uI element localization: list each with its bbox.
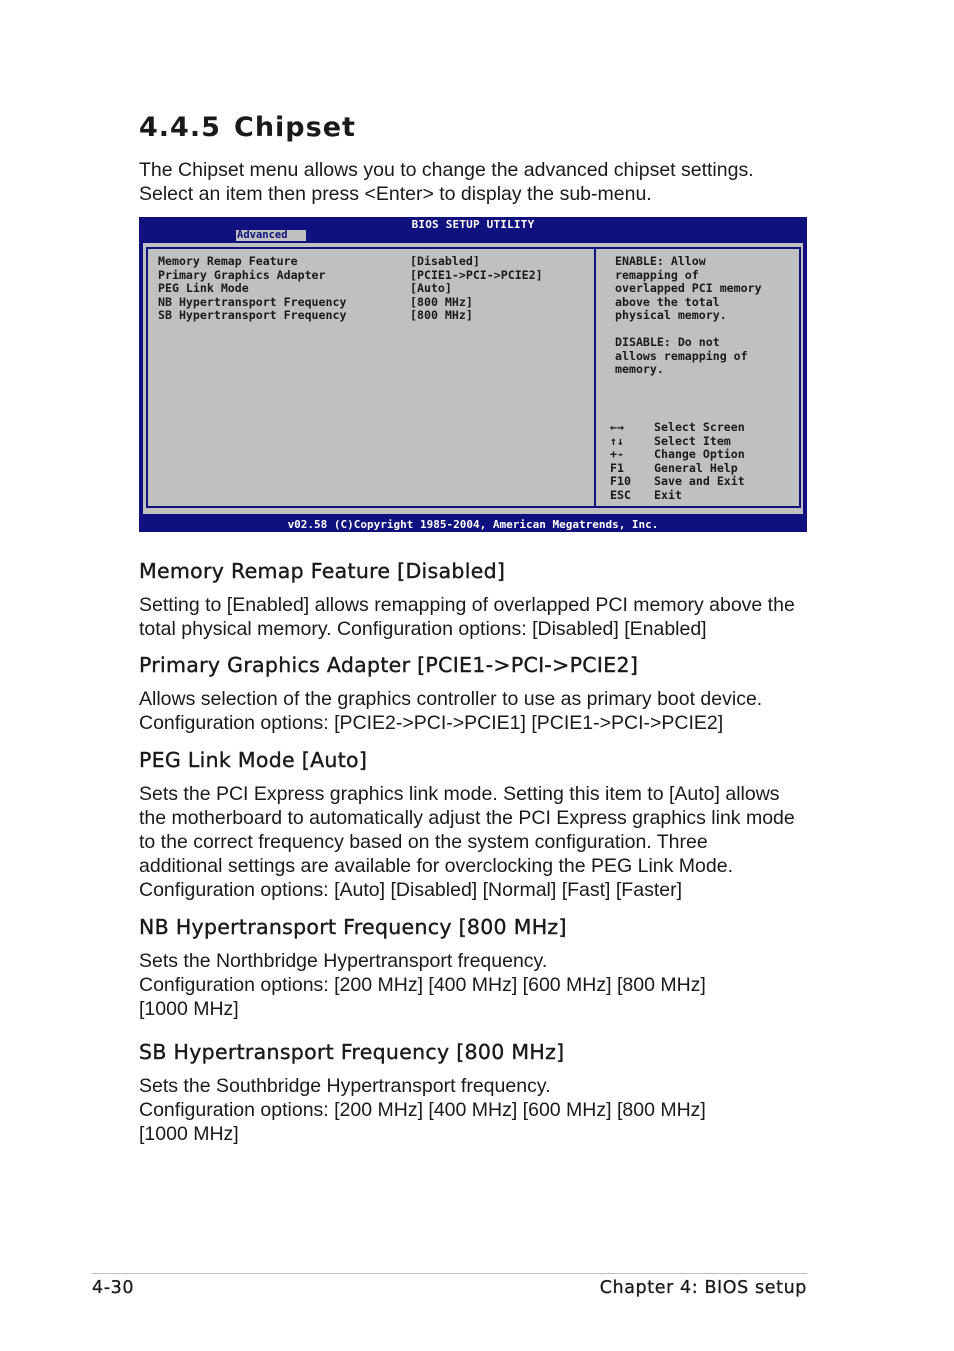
bios-key-action: Change Option: [654, 447, 745, 461]
section-title: Chipset: [234, 112, 356, 143]
bios-key-action: Save and Exit: [654, 474, 745, 488]
section-number: 4.4.5: [139, 112, 221, 143]
bios-item-value: [PCIE1->PCI->PCIE2]: [410, 267, 543, 282]
page-number: 4-30: [92, 1278, 135, 1298]
option-text-line: additional settings are available for overclocking the PEG Link Mode.: [139, 855, 733, 877]
bios-item-label: Memory Remap Feature: [158, 254, 298, 268]
bios-item-value: [Disabled]: [410, 254, 480, 268]
bios-key-change-option: [610, 447, 745, 461]
option-text-line: Configuration options: [PCIE2->PCI->PCIE1] [PCIE1->PCI->PCIE2]: [139, 712, 724, 734]
bios-panel: [143, 243, 803, 514]
bios-item-value: [Auto]: [410, 281, 452, 295]
option-text-line: Allows selection of the graphics controller to use as primary boot device.: [139, 688, 763, 710]
bios-title: BIOS SETUP UTILITY: [411, 218, 535, 231]
option-heading-peg-link-mode: PEG Link Mode [Auto]: [139, 748, 368, 772]
option-text-line: Sets the Southbridge Hypertransport frequency.: [139, 1075, 551, 1097]
bios-item-label: PEG Link Mode: [158, 281, 249, 295]
bios-item-value: [800 MHz]: [410, 308, 473, 322]
bios-key-action: General Help: [654, 460, 738, 475]
bios-key-select-screen: [610, 420, 745, 434]
bios-help-line: DISABLE: Do not: [615, 335, 720, 349]
section-heading: [139, 112, 356, 143]
bios-help-line: physical memory.: [615, 308, 727, 322]
bios-item-value: [800 MHz]: [410, 294, 473, 309]
bios-key-action: Select Screen: [654, 420, 745, 434]
bios-help-line: allows remapping of: [615, 348, 748, 363]
bios-key-name: ESC: [610, 487, 631, 502]
bios-copyright: v02.58 (C)Copyright 1985-2004, American Megatrends, Inc.: [287, 518, 659, 531]
bios-screen: [139, 217, 807, 532]
option-heading-sb-hypertransport: SB Hypertransport Frequency [800 MHz]: [139, 1040, 565, 1064]
option-text-line: Configuration options: [200 MHz] [400 MHz] [600 MHz] [800 MHz]: [139, 974, 706, 996]
option-text-line: Configuration options: [Auto] [Disabled] [Normal] [Fast] [Faster]: [139, 879, 682, 901]
bios-key-general-help: [610, 461, 738, 475]
option-text-line: Sets the PCI Express graphics link mode. Setting this item to [Auto] allows: [139, 783, 780, 805]
option-text-line: Sets the Northbridge Hypertransport frequency.: [139, 950, 548, 972]
option-text-line: total physical memory. Configuration options: [Disabled] [Enabled]: [139, 618, 707, 640]
bios-item-sb-hypertransport[interactable]: [158, 308, 473, 322]
bios-key-action: Exit: [654, 487, 682, 502]
bios-key-exit: [610, 488, 682, 502]
bios-help-line: remapping of: [615, 267, 699, 282]
bios-key-select-item: [610, 434, 731, 448]
intro-line-2: Select an item then press <Enter> to display the sub-menu.: [139, 183, 652, 205]
option-heading-nb-hypertransport: NB Hypertransport Frequency [800 MHz]: [139, 915, 567, 939]
bios-item-label: Primary Graphics Adapter: [158, 267, 326, 282]
bios-tab-advanced[interactable]: Advanced: [236, 230, 306, 241]
intro-line-1: The Chipset menu allows you to change the advanced chipset settings.: [139, 159, 754, 181]
up-down-arrow-icon: ↑↓: [610, 434, 624, 448]
bios-key-name: F10: [610, 474, 631, 488]
option-heading-memory-remap: Memory Remap Feature [Disabled]: [139, 559, 506, 583]
bios-key-name: F1: [610, 460, 624, 475]
bios-help-line: above the total: [615, 294, 720, 309]
option-heading-primary-graphics: Primary Graphics Adapter [PCIE1->PCI->PCIE2]: [139, 653, 639, 677]
option-text-line: [1000 MHz]: [139, 998, 239, 1020]
bios-key-save-exit: [610, 474, 745, 488]
left-right-arrow-icon: ←→: [610, 420, 624, 434]
option-text-line: Setting to [Enabled] allows remapping of overlapped PCI memory above the: [139, 594, 795, 616]
plus-minus-icon: +-: [610, 447, 624, 461]
option-text-line: [1000 MHz]: [139, 1123, 239, 1145]
bios-item-memory-remap[interactable]: [158, 254, 480, 268]
bios-item-label: NB Hypertransport Frequency: [158, 294, 347, 309]
bios-help-line: memory.: [615, 362, 664, 376]
option-text-line: Configuration options: [200 MHz] [400 MHz] [600 MHz] [800 MHz]: [139, 1099, 706, 1121]
option-text-line: to the correct frequency based on the system configuration. Three: [139, 831, 708, 853]
option-text-line: the motherboard to automatically adjust the PCI Express graphics link mode: [139, 807, 795, 829]
bios-item-peg-link-mode[interactable]: [158, 281, 452, 295]
bios-help-line: overlapped PCI memory: [615, 281, 762, 295]
chapter-label: Chapter 4: BIOS setup: [599, 1278, 807, 1298]
footer-rule: [92, 1273, 807, 1274]
bios-help-line: ENABLE: Allow: [615, 254, 706, 268]
bios-item-nb-hypertransport[interactable]: [158, 295, 473, 309]
bios-item-primary-graphics[interactable]: [158, 268, 543, 282]
bios-key-action: Select Item: [654, 434, 731, 448]
bios-item-label: SB Hypertransport Frequency: [158, 308, 347, 322]
